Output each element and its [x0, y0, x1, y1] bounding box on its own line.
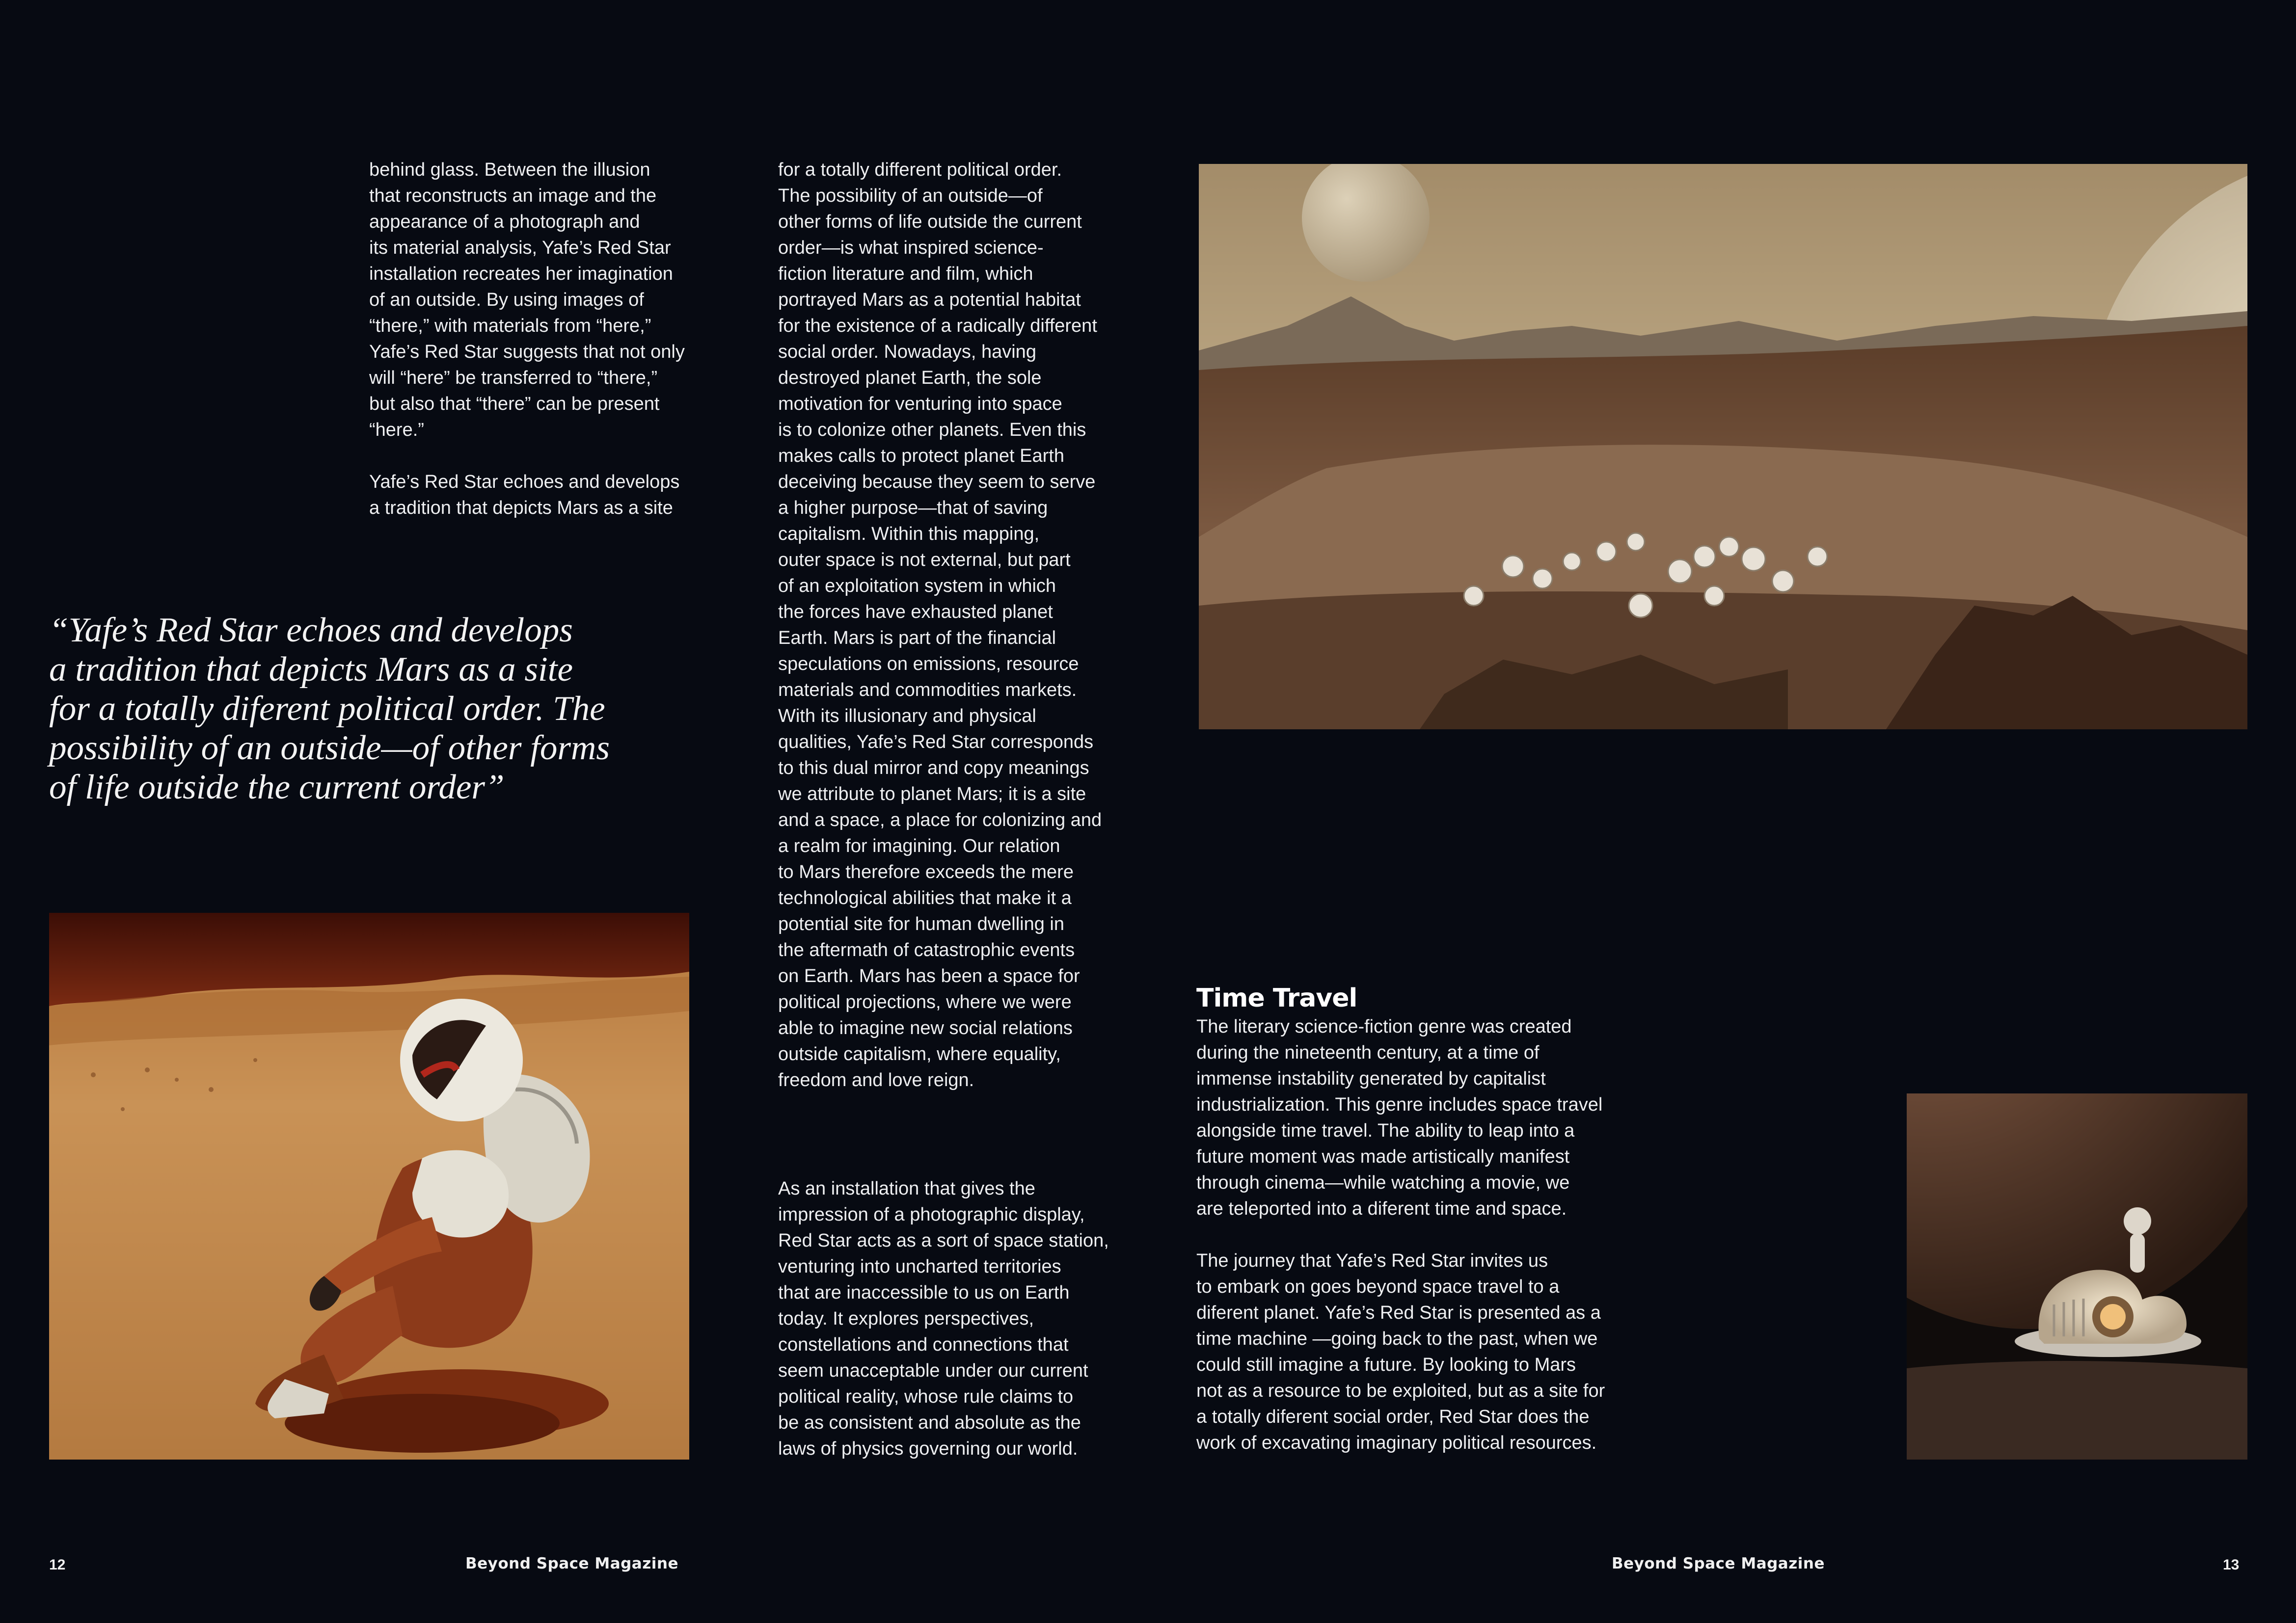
time-travel-paragraph-1: The literary science-fiction genre was created during the nineteenth century, at a time of immense instability generated by capitalist industrialization. This genre includes space travel alongside time travel. The ability to leap into a future moment was made artistically manifest through cinema—while watching a movie, we are teleported into a diferent time and space. — [1196, 1016, 1603, 1219]
pull-quote — [49, 611, 736, 807]
section-heading: Time Travel — [1196, 984, 1357, 1013]
page-number-left: 12 — [49, 1557, 66, 1573]
footer-brand-left: Beyond Space Magazine — [465, 1555, 678, 1572]
habitat-pod-photo — [1907, 1093, 2247, 1460]
footer-brand-right: Beyond Space Magazine — [1612, 1555, 1825, 1572]
left-column-b-second-block — [778, 1176, 1132, 1462]
time-travel-section — [1196, 984, 1638, 1456]
astronaut-photo — [49, 913, 689, 1460]
crater-photo-svg — [1199, 164, 2247, 729]
left-column-a — [369, 157, 713, 521]
astronaut-photo-svg — [49, 913, 689, 1460]
pull-quote-text: “Yafe’s Red Star echoes and develops a tradition that depicts Mars as a site for a totally diferent political order. The possibility of an outside—of other forms of life outside the current order” — [49, 611, 610, 806]
page-number-right: 13 — [2223, 1557, 2240, 1573]
column-b-paragraph-1: for a totally different political order. The possibility of an outside—of other forms of life outside the current order—is what inspired science- fiction literature and film, which portrayed Mars as a potential habitat for the existence of a radically different social order. Nowadays, having destroyed planet Earth, the sole motivation for venturing into space is to colonize other planets. Even this makes calls to protect planet Earth deceiving because they seem to serve a higher purpose—that of saving capitalism. Within this mapping, outer space is not external, but part of an exploitation system in which the forces have exhausted planet Earth. Mars is part of the financial speculations on emissions, resource materials and commodities markets. With its illusionary and physical qualities, Yafe’s Red Star corresponds to this dual mirror and copy meanings we attribute to planet Mars; it is a site and a space, a place for colonizing and a realm for imagining. Our relation to Mars therefore exceeds the mere technological abilities that make it a potential site for human dwelling in the aftermath of catastrophic events on Earth. Mars has been a space for political projections, where we were able to imagine new social relations outside capitalism, where equality, freedom and love reign. — [778, 160, 1102, 1091]
column-a-paragraph-2: Yafe’s Red Star echoes and develops a tradition that depicts Mars as a site — [369, 472, 680, 518]
mars-crater-colony-photo — [1199, 164, 2247, 729]
time-travel-paragraph-2: The journey that Yafe’s Red Star invites us to embark on goes beyond space travel to a diferent planet. Yafe’s Red Star is presented as a time machine —going back to the past, when we could still imagine a future. By looking to Mars not as a resource to be exploited, but as a site for a totally diferent social order, Red Star does the work of excavating imaginary political resources. — [1196, 1251, 1605, 1453]
column-a-paragraph-1: behind glass. Between the illusion that reconstructs an image and the appearance of a photograph and its material analysis, Yafe’s Red Star installation recreates her imagination of an outside. By using images of “there,” with materials from “here,” Yafe’s Red Star suggests that not only will “here” be transferred to “there,” but also that “there” can be present “here.” — [369, 160, 685, 440]
pod-photo-svg — [1907, 1093, 2247, 1460]
column-b-paragraph-2: As an installation that gives the impression of a photographic display, Red Star acts as a sort of space station, venturing into uncharted territories that are inaccessible to us on Earth today. It explores perspectives, constellations and connections that seem unacceptable under our current political reality, whose rule claims to be as consistent and absolute as the laws of physics governing our world. — [778, 1178, 1109, 1459]
left-column-b — [778, 157, 1132, 1093]
